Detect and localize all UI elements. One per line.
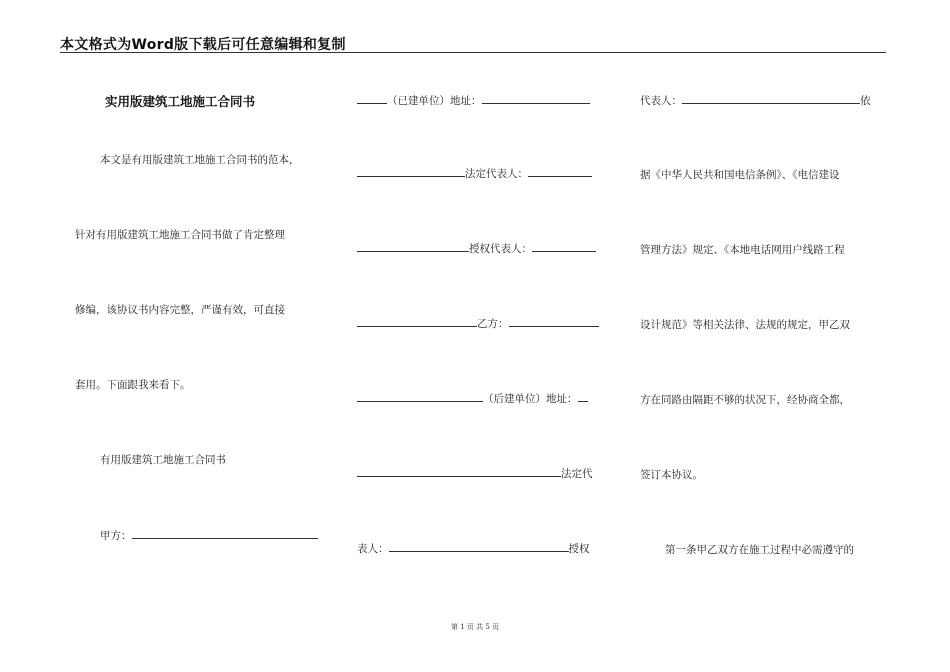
intro-line-1: 本文是有用版建筑工地施工合同书的范本， [100,154,300,166]
rep-label: 表人： [357,543,389,555]
authorized-rep-label: 授权代表人： [469,243,532,255]
body-line-4: 设计规范》等相关法律、法规的规定，甲乙双 [640,319,850,331]
body-line-3: 管理方法》规定、《本地电话网用户线路工程 [640,244,845,256]
document-title: 实用版建筑工地施工合同书 [105,94,256,109]
representative-line: 代表人： 依 [640,92,871,109]
legal-rep-label: 法定代表人： [465,168,528,180]
authorized-rep-line [357,240,596,257]
party-a-blank [132,527,318,539]
legal-rep-2-line [357,465,593,482]
representative-label: 代表人： [640,95,682,107]
article-one-line: 第一条甲乙双方在施工过程中必需遵守的 [665,544,854,556]
builder-address-line [357,92,590,109]
header-divider [60,52,886,53]
body-line-6: 签订本协议。 [640,469,703,481]
party-a-label: 甲方： [100,530,132,542]
intro-line-4: 套用。下面跟我来看下。 [75,379,191,391]
page-number: 第 1 页 共 5 页 [450,623,500,631]
built-unit-address-label: （已建单位）地址： [387,95,482,107]
rep-authorized-line [357,540,590,557]
intro-line-3: 修编，该协议书内容完整，严谨有效，可直接 [75,304,285,316]
later-unit-address-line [357,390,588,407]
legal-rep-2-label: 法定代 [561,468,593,480]
authorized-label: 授权 [568,543,590,555]
party-b-label: 乙方： [477,318,509,330]
legal-rep-line [357,165,592,182]
contract-subtitle: 有用版建筑工地施工合同书 [100,454,226,466]
body-line-5: 方在同路由隔距不够的状况下，经协商全都， [640,394,850,406]
later-unit-address-label: （后建单位）地址： [483,393,578,405]
party-b-line [357,315,599,332]
party-a-line [100,527,318,544]
intro-line-2: 针对有用版建筑工地施工合同书做了肯定整理 [75,229,285,241]
document-header: 本文格式为Word版下载后可任意编辑和复制 [60,37,346,53]
body-line-2: 据《中华人民共和国电信条例》、《电信建设 [640,169,840,181]
